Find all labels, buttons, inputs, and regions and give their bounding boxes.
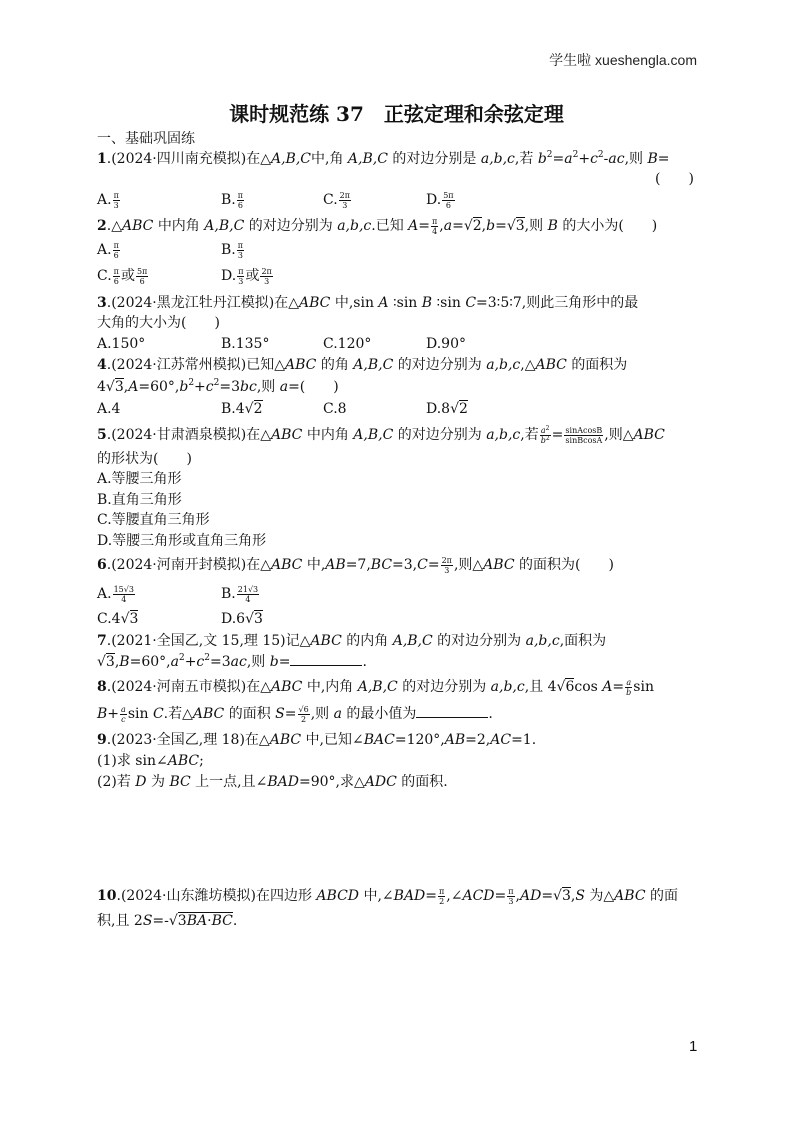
q3-option-b: B.135° (221, 336, 270, 352)
q2-option-b: B. $\frac{\pi}{3}$ (221, 240, 244, 260)
question-7: 7.(2021·全国乙,文 15,理 15)记△ABC 的内角 A,B,C 的对边分别为 a,b,c,面积为 (97, 633, 607, 649)
page-title: 课时规范练 37 正弦定理和余弦定理 (229, 102, 564, 126)
q5-option-a: A.等腰三角形 (97, 471, 182, 487)
q3-option-a: A.150° (97, 336, 146, 352)
watermark: 学生啦 xueshengla.com (549, 52, 697, 68)
q4-option-c: C.8 (323, 401, 347, 417)
question-9: 9.(2023·全国乙,理 18)在△ABC 中,已知∠BAC=120°,AB=2,AC=1. (97, 732, 537, 748)
question-4-line2: $4√3,A=60^\circ,b^2+c^2=3bc$,则 a=( ) (97, 378, 339, 395)
question-3-line2: 大角的大小为( ) (97, 315, 220, 331)
question-7-line2: $√3,B=60^\circ,a^2+c^2=3ac$,则 b= . (97, 653, 367, 670)
question-6: 6.(2024·河南开封模拟)在△ABC 中,AB=7,BC=3,C= $\frac{2\pi}{3}$ ,则△ABC 的面积为( ) (97, 555, 614, 575)
q5-option-c: C.等腰直角三角形 (97, 512, 210, 528)
q1-option-b: B. $\frac{\pi}{6}$ (221, 190, 244, 210)
q6-option-a: A. $\frac{15√3}{4}$ (97, 584, 134, 604)
q5-option-d: D.等腰三角形或直角三角形 (97, 533, 267, 549)
page-number: 1 (689, 1038, 698, 1055)
q1-option-c: C. $\frac{2\pi}{3}$ (323, 190, 351, 210)
question-4: 4.(2024·江苏常州模拟)已知△ABC 的角 A,B,C 的对边分别为 a,b,c,△ABC 的面积为 (97, 357, 628, 373)
question-10-line2: 积,且 2S=-√3BA·BC. (97, 913, 238, 929)
question-5: 5.(2024·甘肃酒泉模拟)在△ABC 中内角 A,B,C 的对边分别为 a,b,c,若 $\frac{a^2}{b^2}$ = $\frac{\text{sinAcosB}}{\text{sinBcosA}}$ ,则△ABC (97, 424, 665, 445)
question-1: 1.(2024·四川南充模拟)在△A,B,C中,角 A,B,C 的对边分别是 a,b,c,若 $b^2=a^2+c^2-ac$,则 B= (97, 150, 670, 167)
question-10: 10.(2024·山东潍坊模拟)在四边形 ABCD 中,∠BAD= $\frac{\pi}{2}$ ,∠ACD= $\frac{\pi}{3}$ ,AD=√3,S 为△ABC 的面 (97, 886, 678, 906)
question-8: 8.(2024·河南五市模拟)在△ABC 中,内角 A,B,C 的对边分别为 a,b,c,且 4√6cos A= $\frac{a}{b}$ sin (97, 677, 654, 697)
q2-option-d: D. $\frac{\pi}{3}$ 或 $\frac{2\pi}{3}$ (221, 266, 272, 286)
q6-option-d: D.6√3 (221, 611, 263, 627)
question-8-line2: B+ $\frac{a}{c}$ sin C.若△ABC 的面积 S= $\frac{√6}{2}$ ,则 a 的最小值为 . (97, 704, 493, 724)
q1-option-d: D. $\frac{5\pi}{6}$ (426, 190, 454, 210)
question-3: 3.(2024·黑龙江牡丹江模拟)在△ABC 中,sin A ∶sin B ∶sin C=3∶5∶7,则此三角形中的最 (97, 295, 639, 311)
question-2: 2.△ABC 中内角 A,B,C 的对边分别为 a,b,c.已知 A= $\frac{\pi}{4}$ ,a=√2,b=√3,则 B 的大小为( ) (97, 216, 658, 236)
q4-option-a: A.4 (97, 401, 121, 417)
q6-option-b: B. $\frac{21√3}{4}$ (221, 584, 259, 604)
q3-option-c: C.120° (323, 336, 372, 352)
question-5-line2: 的形状为( ) (97, 451, 192, 467)
section-heading: 一、基础巩固练 (97, 131, 195, 147)
q4-option-b: B.4√2 (221, 401, 263, 417)
answer-paren: ( ) (655, 171, 694, 187)
q6-option-c: C.4√3 (97, 611, 139, 627)
question-9-part1: (1)求 sin∠ABC; (97, 753, 204, 769)
question-9-part2: (2)若 D 为 BC 上一点,且∠BAD=90°,求△ADC 的面积. (97, 774, 448, 790)
q8-answer-blank[interactable] (416, 705, 488, 718)
q4-option-d: D.8√2 (426, 401, 468, 417)
q2-option-a: A. $\frac{\pi}{6}$ (97, 240, 119, 260)
q7-answer-blank[interactable] (290, 653, 362, 666)
q2-option-c: C. $\frac{\pi}{6}$ 或 $\frac{5\pi}{6}$ (97, 266, 148, 286)
q1-option-a: A. $\frac{\pi}{3}$ (97, 190, 119, 210)
q5-option-b: B.直角三角形 (97, 492, 182, 508)
q3-option-d: D.90° (426, 336, 466, 352)
